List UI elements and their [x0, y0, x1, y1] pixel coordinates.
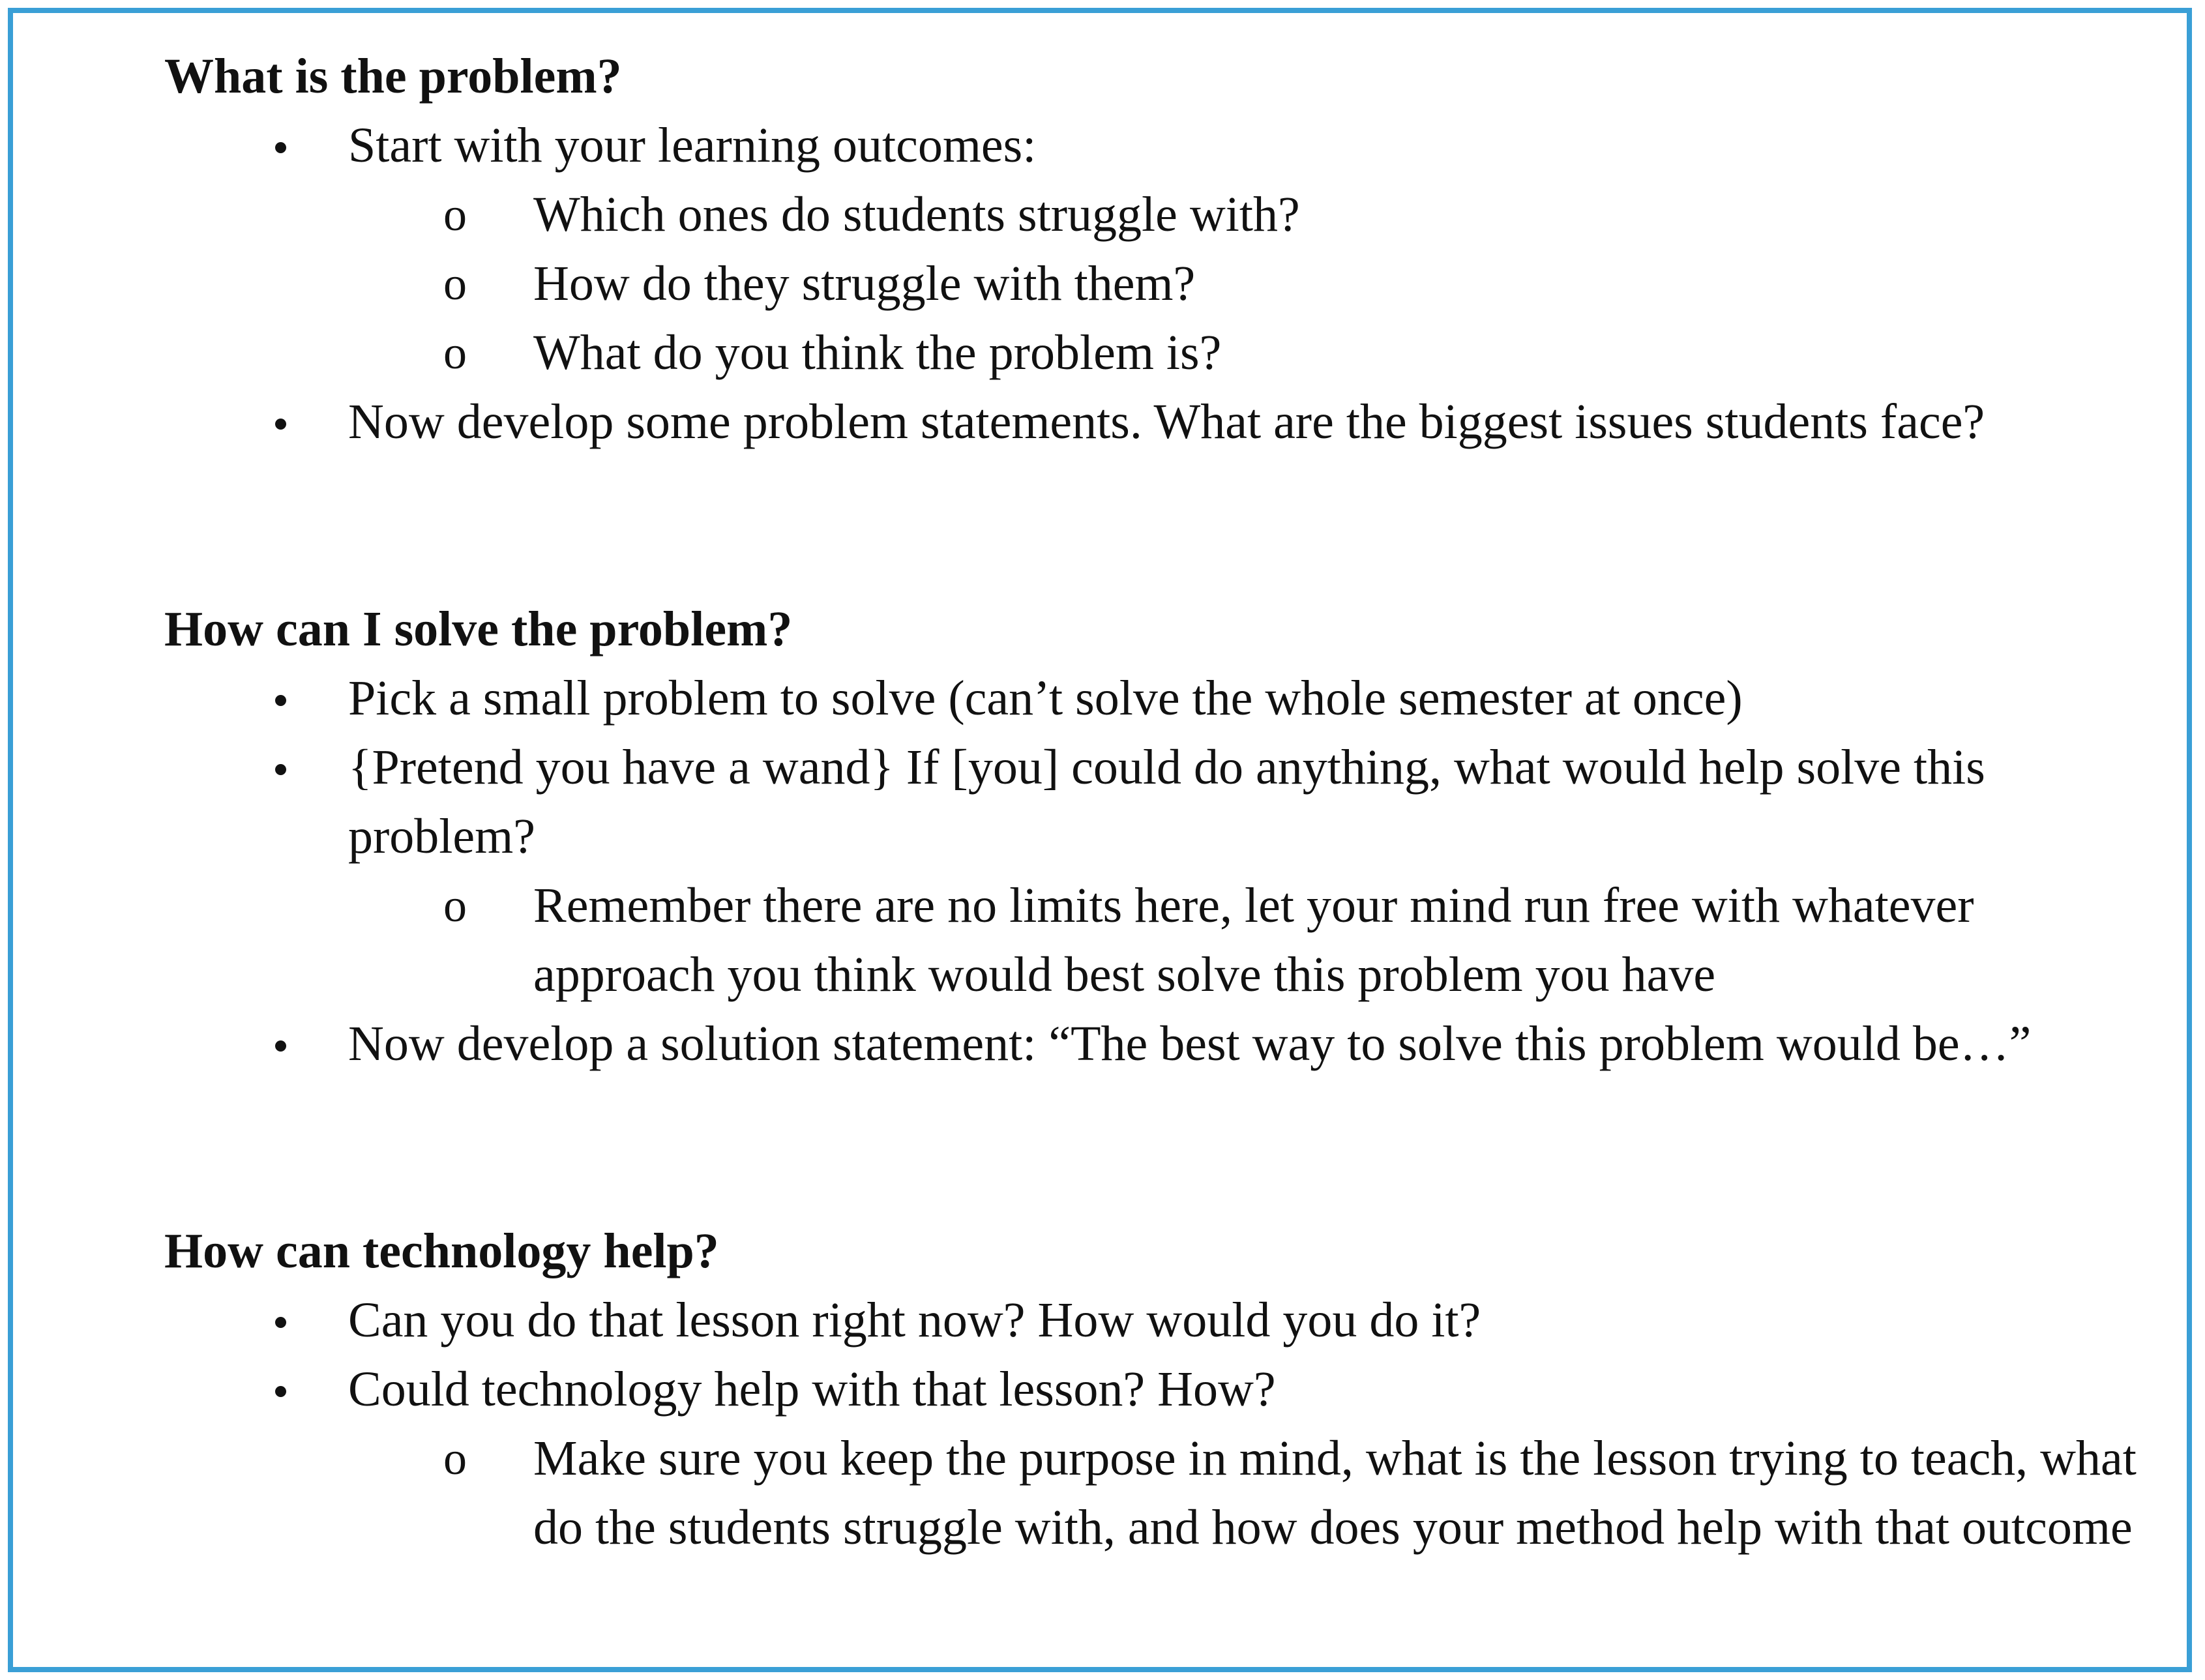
sub-bullet-icon: o — [443, 258, 467, 310]
sub-bullet-icon: o — [443, 879, 467, 932]
list-item: Pick a small problem to solve (can’t solve the whole semester at once) — [348, 664, 2161, 733]
sub-bullet-icon: o — [443, 327, 467, 379]
list-item: Now develop some problem statements. What are the biggest issues students face? — [348, 387, 2161, 456]
bullet-icon — [261, 1009, 300, 1078]
list-subitem: o How do they struggle with them? — [533, 249, 2163, 318]
section-heading-technology: How can technology help? — [164, 1224, 719, 1278]
list-subitem: o Make sure you keep the purpose in mind, what is the lesson trying to teach, what do the students struggle with, and how does your method help with that outcome — [533, 1424, 2163, 1562]
list-subitem: o Remember there are no limits here, let your mind run free with whatever approach you think would best solve this problem you have — [533, 871, 2163, 1009]
list-subitem: o What do you think the problem is? — [533, 318, 2163, 387]
list-item: {Pretend you have a wand} If [you] could do anything, what would help solve this problem? — [348, 733, 2161, 871]
bullet-icon — [261, 387, 300, 456]
section-heading-solve: How can I solve the problem? — [164, 602, 793, 656]
document-content — [13, 13, 2187, 1667]
list-item: Start with your learning outcomes: — [348, 111, 2161, 180]
bullet-icon — [261, 111, 300, 180]
bullet-icon — [261, 1355, 300, 1424]
list-subitem: o Which ones do students struggle with? — [533, 180, 2163, 249]
bullet-icon — [261, 733, 300, 802]
document-frame — [8, 8, 2192, 1672]
list-item: Can you do that lesson right now? How would you do it? — [348, 1286, 2161, 1355]
list-item: Now develop a solution statement: “The best way to solve this problem would be…” — [348, 1009, 2161, 1078]
list-item: Could technology help with that lesson? How? — [348, 1355, 2161, 1424]
bullet-icon — [261, 664, 300, 733]
sub-bullet-icon: o — [443, 1432, 467, 1484]
section-heading-problem: What is the problem? — [164, 49, 622, 104]
sub-bullet-icon: o — [443, 188, 467, 241]
bullet-icon — [261, 1286, 300, 1355]
